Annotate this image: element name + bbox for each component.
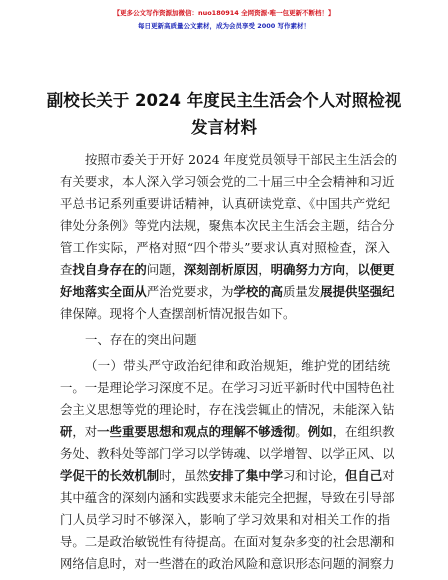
- body-line: 务处、教科处等部门学习以学铸魂、以学增智、以学正风、以: [60, 446, 395, 461]
- body-line: 网络信息时，对一些潜在的政治风险和意识形态问题的洞察力: [60, 556, 395, 571]
- body-line: 好地落实全面从严治党要求，为学校的高质量发展提供坚强纪: [60, 284, 395, 299]
- body-line: 一。一是理论学习深度不足。在学习习近平新时代中国特色社: [60, 380, 395, 395]
- body-line: 门人员学习时不够深入，影响了学习效果和对相关工作的指: [60, 512, 390, 527]
- body-line: 导。二是政治敏锐性有待提高。在面对复杂多变的社会思潮和: [60, 534, 395, 549]
- body-line: 管工作实际，严格对照“四个带头”要求认真对照检查，深入: [60, 240, 390, 255]
- body-line: 有关要求，本人深入学习领会党的二十届三中全会精神和习近: [60, 174, 395, 189]
- body-line: 律处分条例》等党内法规，聚焦本次民主生活会主题，结合分: [60, 218, 395, 233]
- body-line: 查找自身存在的问题，深刻剖析原因，明确努力方向，以便更: [60, 262, 395, 277]
- body-line: 研，对一些重要思想和观点的理解不够透彻。例如，在组织教: [60, 424, 395, 439]
- document-title-line1: 副校长关于 2024 年度民主生活会个人对照检视: [46, 91, 402, 110]
- body-line: 其中蕴含的深刻内涵和实践要求未能完全把握，导致在引导部: [60, 490, 395, 505]
- body-line: （一）带头严守政治纪律和政治规矩，维护党的团结统: [85, 358, 390, 373]
- body-line: 平总书记系列重要讲话精神，认真研读党章、《中国共产党纪: [60, 196, 390, 211]
- promo-banner-blue: 每日更新高质量公文素材，成为会员享受 2000 写作素材！: [137, 22, 311, 30]
- body-line: 律保障。现将个人查摆剖析情况报告如下。: [60, 306, 296, 321]
- section-heading: 一、存在的突出问题: [85, 332, 197, 347]
- promo-banner-red: 【更多公文写作资源加微信：nuo180914 全网资源·唯一包更新不断档！】: [113, 9, 335, 17]
- body-line: 会主义思想等党的理论时，存在浅尝辄止的情况，未能深入钻: [60, 402, 395, 417]
- document-title-line2: 发言材料: [191, 118, 257, 137]
- body-line: 按照市委关于开好 2024 年度党员领导干部民主生活会的: [85, 152, 398, 167]
- body-line: 学促干的长效机制时，虽然安排了集中学习和讨论，但自己对: [60, 468, 395, 483]
